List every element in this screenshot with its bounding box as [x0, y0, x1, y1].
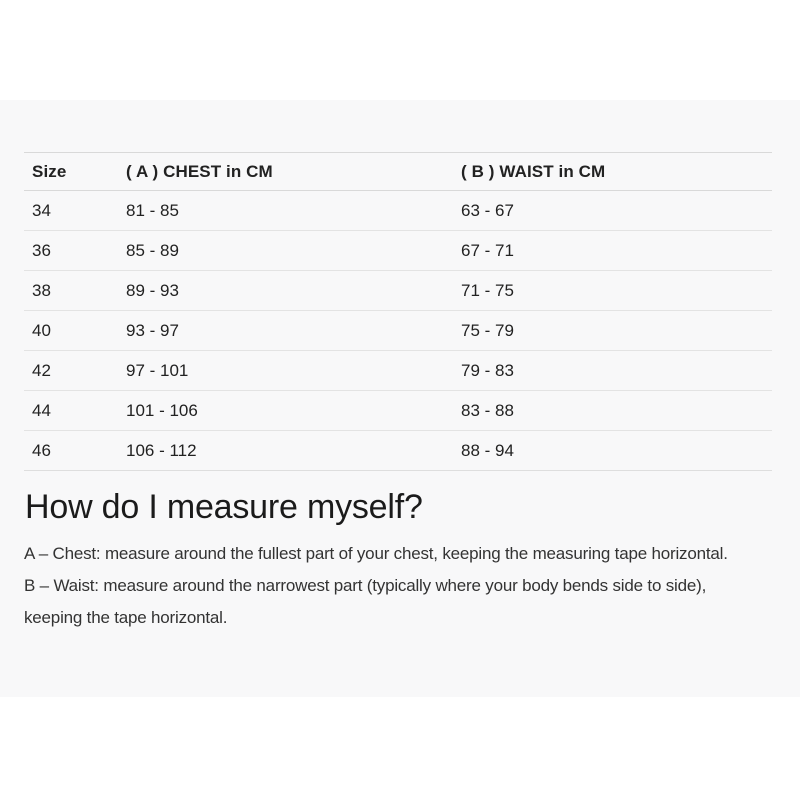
waist-cell: 71 - 75	[453, 271, 772, 311]
col-header-waist: ( B ) WAIST in CM	[461, 162, 606, 181]
table-row	[24, 231, 772, 271]
size-cell: 44	[24, 391, 118, 431]
size-cell: 34	[24, 191, 118, 231]
measure-instruction-chest: A – Chest: measure around the fullest part of your chest, keeping the measuring tape horizontal.	[24, 543, 728, 563]
chest-cell: 101 - 106	[118, 391, 453, 431]
waist-cell: 67 - 71	[453, 231, 772, 271]
size-cell: 46	[24, 431, 118, 471]
chest-cell: 85 - 89	[118, 231, 453, 271]
size-cell: 40	[24, 311, 118, 351]
size-chart-body	[24, 191, 772, 471]
waist-cell: 75 - 79	[453, 311, 772, 351]
table-row	[24, 431, 772, 471]
size-cell: 38	[24, 271, 118, 311]
size-cell: 42	[24, 351, 118, 391]
measure-instructions	[24, 538, 766, 634]
size-cell: 36	[24, 231, 118, 271]
chest-cell: 106 - 112	[118, 431, 453, 471]
waist-cell: 88 - 94	[453, 431, 772, 471]
size-chart-header	[24, 153, 772, 191]
table-row	[24, 271, 772, 311]
measure-instruction-waist: B – Waist: measure around the narrowest part (typically where your body bends side to side), keeping the tape horizontal.	[24, 575, 707, 627]
table-row	[24, 191, 772, 231]
chest-cell: 97 - 101	[118, 351, 453, 391]
waist-cell: 79 - 83	[453, 351, 772, 391]
col-header-size: Size	[32, 162, 67, 181]
col-header-chest: ( A ) CHEST in CM	[126, 162, 273, 181]
chest-cell: 93 - 97	[118, 311, 453, 351]
chest-cell: 81 - 85	[118, 191, 453, 231]
waist-cell: 63 - 67	[453, 191, 772, 231]
chest-cell: 89 - 93	[118, 271, 453, 311]
table-row	[24, 391, 772, 431]
table-row	[24, 311, 772, 351]
size-guide-panel	[0, 100, 800, 697]
measure-heading: How do I measure myself?	[25, 488, 423, 526]
size-chart-table	[24, 152, 772, 471]
header-row	[24, 153, 772, 191]
waist-cell: 83 - 88	[453, 391, 772, 431]
table-row	[24, 351, 772, 391]
